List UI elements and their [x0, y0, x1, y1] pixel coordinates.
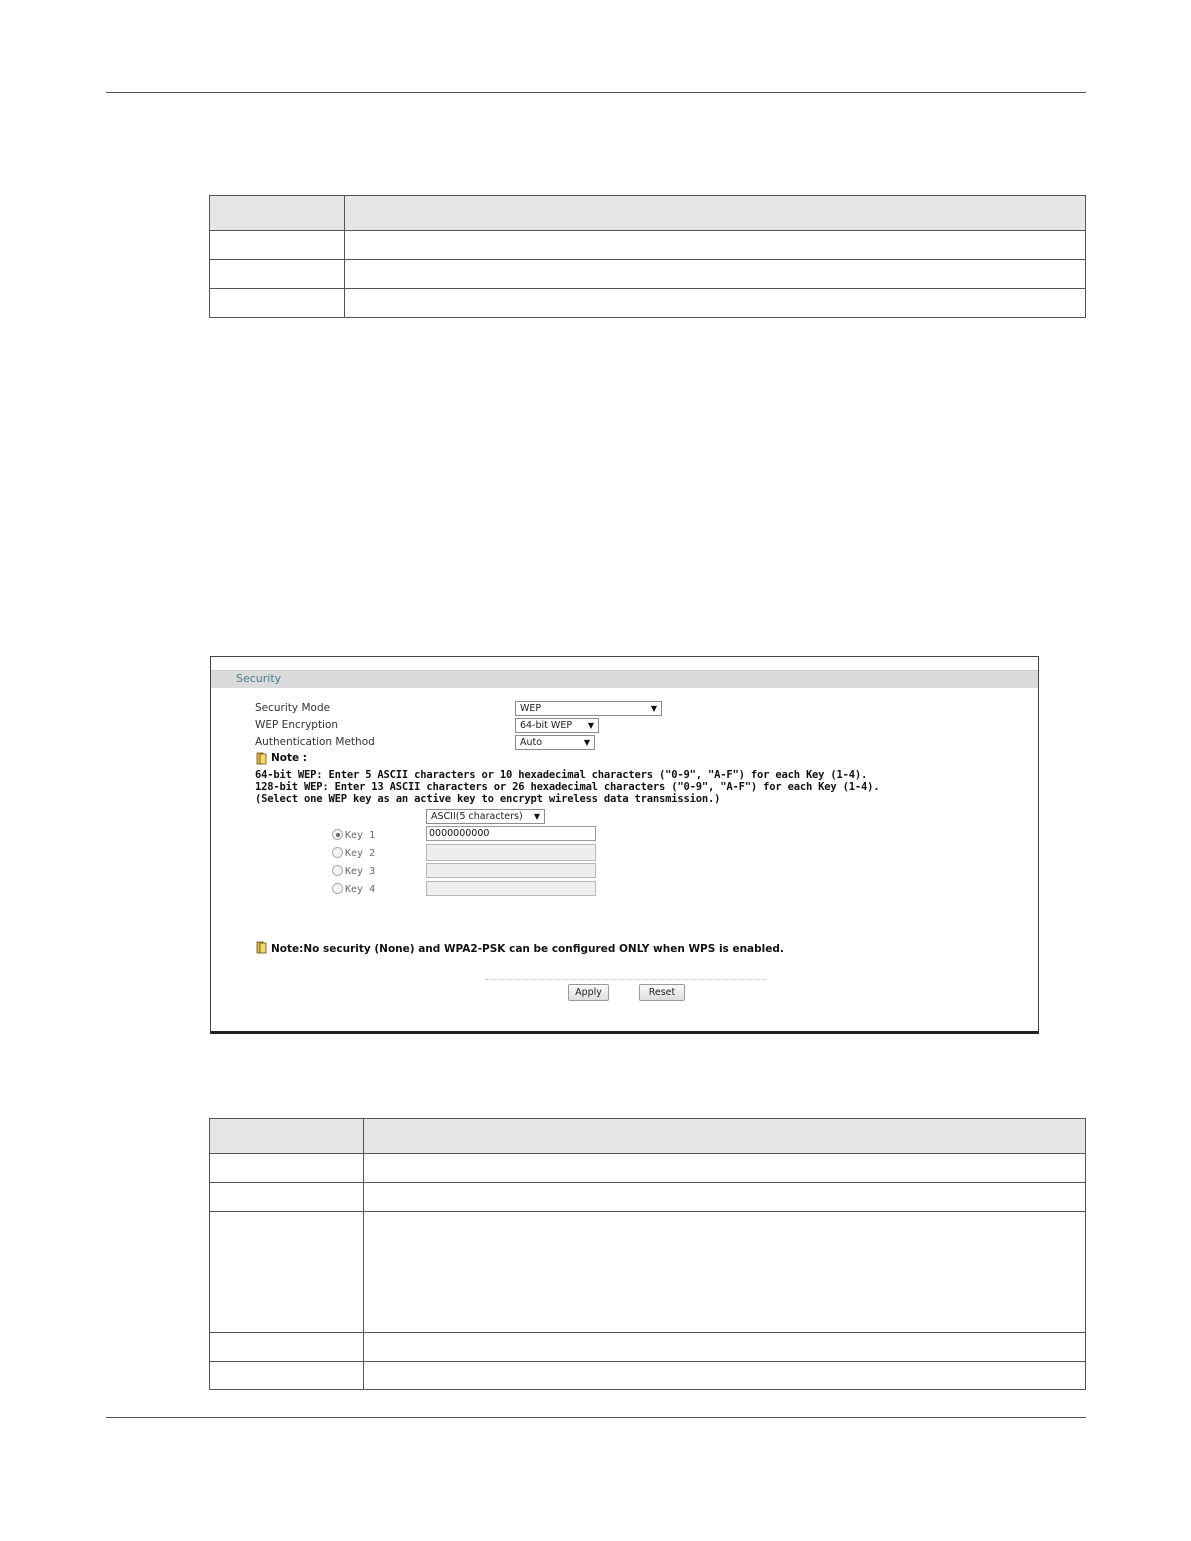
key-3-input[interactable] [426, 863, 596, 878]
key-2-radio[interactable] [332, 847, 343, 858]
section-title: Security [236, 672, 282, 685]
security-screenshot [210, 656, 1039, 1034]
table-row [210, 1154, 1086, 1183]
auth-method-select[interactable] [515, 735, 595, 750]
chevron-down-icon: ▼ [587, 721, 594, 730]
key-4-input[interactable] [426, 881, 596, 896]
key-4-label: Key 4 [345, 884, 376, 895]
table-row [210, 289, 1086, 318]
key-1-label: Key 1 [345, 830, 376, 841]
bottom-note: Note:No security (None) and WPA2-PSK can be configured ONLY when WPS is enabled. [271, 943, 784, 955]
top-table [209, 195, 1086, 318]
table-row [210, 1183, 1086, 1212]
table-row [210, 1212, 1086, 1333]
note-icon [256, 752, 267, 765]
key-format-select[interactable] [426, 809, 545, 824]
key-format-value: ASCII(5 characters) [431, 811, 523, 822]
chevron-down-icon: ▼ [583, 738, 590, 747]
table-header-row [210, 1119, 1086, 1154]
key-1-input[interactable]: 0000000000 [426, 826, 596, 841]
table-row [210, 1362, 1086, 1390]
key-4-radio[interactable] [332, 883, 343, 894]
divider [486, 979, 766, 980]
note-line-64bit: 64-bit WEP: Enter 5 ASCII characters or 10 hexadecimal characters ("0-9", "A-F") for each Key (1-4). [255, 769, 868, 781]
security-mode-value: WEP [520, 703, 542, 714]
section-header [211, 670, 1038, 688]
key-3-radio[interactable] [332, 865, 343, 876]
key-2-label: Key 2 [345, 848, 376, 859]
table-row [210, 260, 1086, 289]
wep-encryption-select[interactable] [515, 718, 599, 733]
footer-rule [106, 1417, 1086, 1418]
reset-button[interactable]: Reset [639, 984, 685, 1001]
table-row [210, 231, 1086, 260]
chevron-down-icon: ▼ [533, 812, 540, 821]
security-mode-label: Security Mode [255, 702, 331, 714]
chevron-down-icon: ▼ [650, 704, 657, 713]
security-mode-select[interactable] [515, 701, 662, 716]
apply-button[interactable]: Apply [568, 984, 609, 1001]
auth-method-value: Auto [520, 737, 543, 748]
key-1-radio[interactable] [332, 829, 343, 840]
bottom-table [209, 1118, 1086, 1390]
auth-method-label: Authentication Method [255, 736, 375, 748]
note-icon [256, 941, 267, 954]
note-line-128bit: 128-bit WEP: Enter 13 ASCII characters or 26 hexadecimal characters ("0-9", "A-F") for each Key (1-4). [255, 781, 880, 793]
note-label: Note : [271, 752, 307, 764]
wep-encryption-label: WEP Encryption [255, 719, 339, 731]
header-rule [106, 92, 1086, 93]
table-row [210, 1333, 1086, 1362]
note-line-select-key: (Select one WEP key as an active key to encrypt wireless data transmission.) [255, 793, 721, 805]
wep-encryption-value: 64-bit WEP [520, 720, 573, 731]
table-header-row [210, 196, 1086, 231]
key-2-input[interactable] [426, 844, 596, 861]
key-3-label: Key 3 [345, 866, 376, 877]
